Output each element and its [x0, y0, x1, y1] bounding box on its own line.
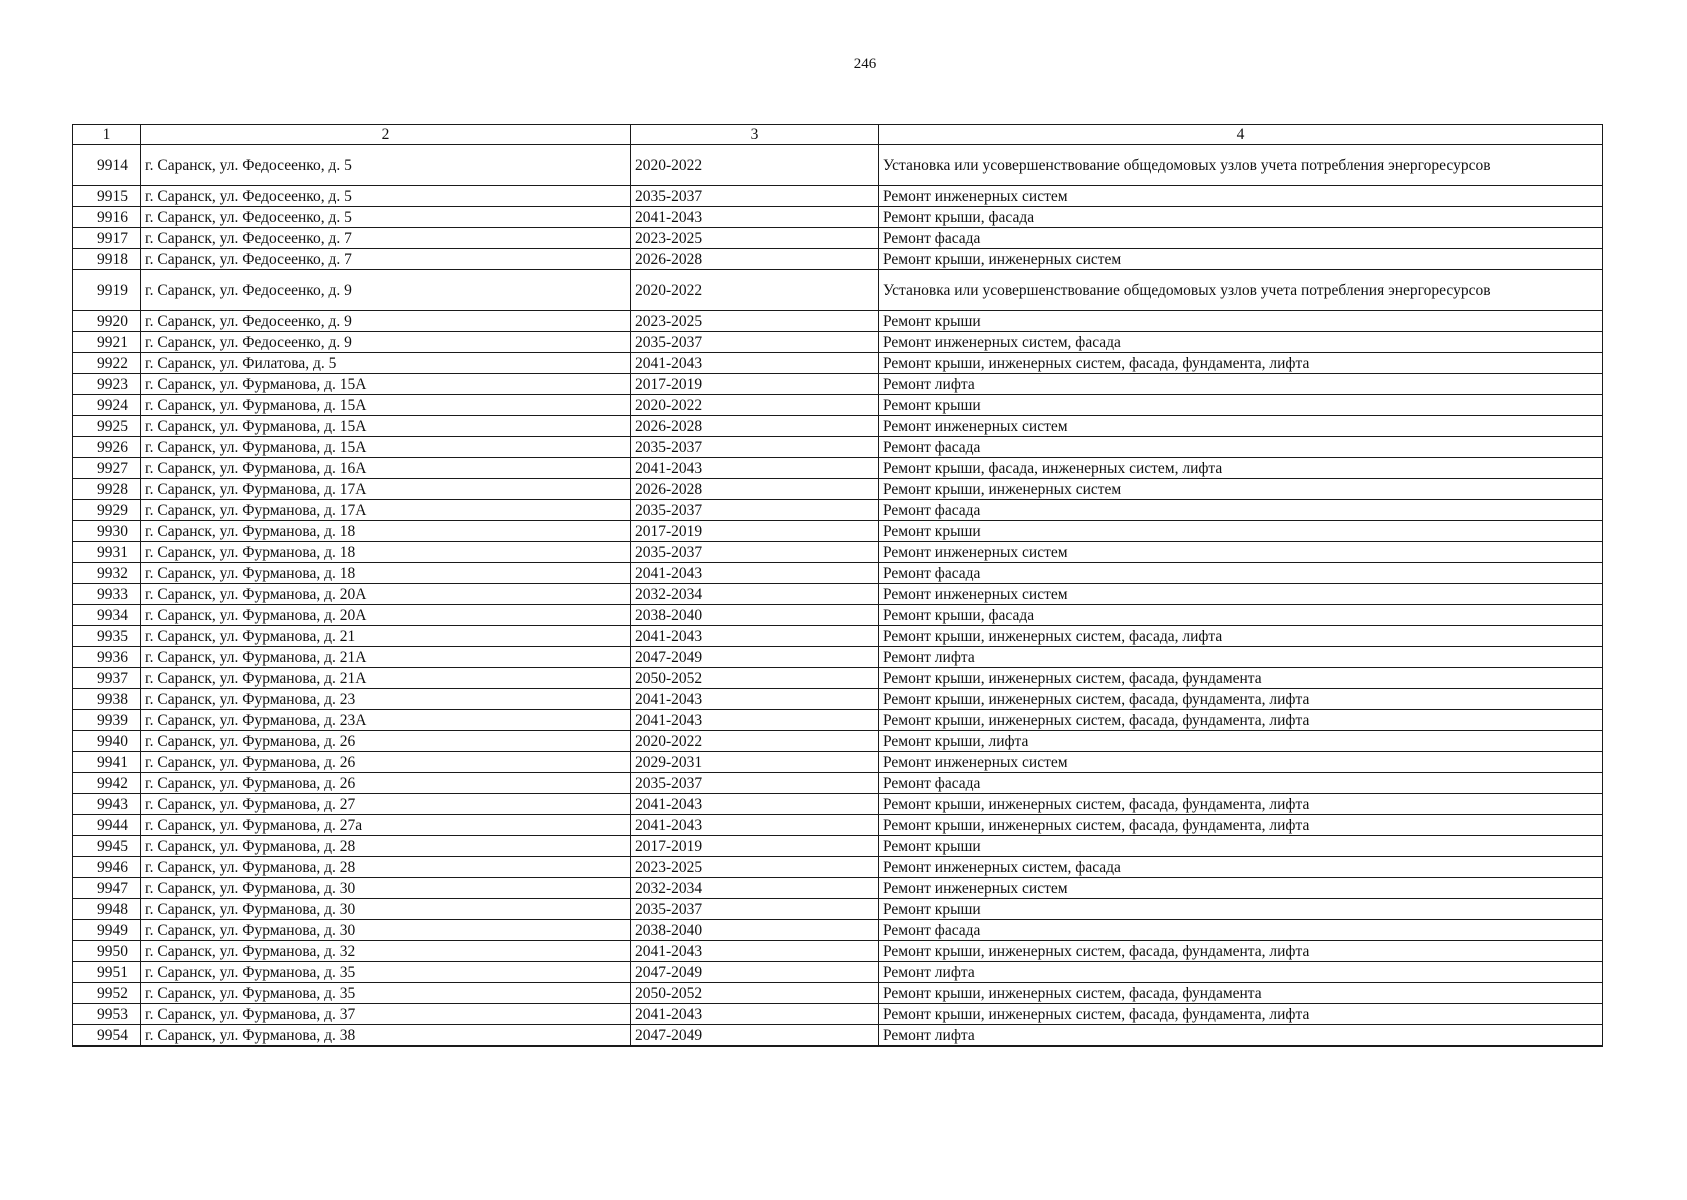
address-cell: г. Саранск, ул. Федосеенко, д. 9 — [141, 270, 631, 311]
table-row — [73, 962, 1603, 983]
table-row — [73, 857, 1603, 878]
work-type-cell: Ремонт крыши, инженерных систем, фасада, фундамента, лифта — [879, 1004, 1603, 1025]
work-type-cell: Ремонт крыши, инженерных систем, фасада, фундамента, лифта — [879, 710, 1603, 731]
address-cell: г. Саранск, ул. Фурманова, д. 30 — [141, 920, 631, 941]
row-number-cell: 9920 — [73, 311, 141, 332]
work-type-cell: Ремонт крыши, инженерных систем, фасада, фундамента — [879, 668, 1603, 689]
table-row — [73, 270, 1603, 311]
table-row — [73, 920, 1603, 941]
work-type-cell: Ремонт фасада — [879, 228, 1603, 249]
work-type-cell: Ремонт крыши, инженерных систем — [879, 249, 1603, 270]
row-number-cell: 9950 — [73, 941, 141, 962]
address-cell: г. Саранск, ул. Фурманова, д. 15А — [141, 416, 631, 437]
column-header: 3 — [631, 125, 879, 145]
address-cell: г. Саранск, ул. Фурманова, д. 23А — [141, 710, 631, 731]
work-type-cell: Ремонт инженерных систем, фасада — [879, 332, 1603, 353]
table-row — [73, 794, 1603, 815]
work-type-cell: Ремонт инженерных систем — [879, 584, 1603, 605]
table-row — [73, 542, 1603, 563]
table-row — [73, 1025, 1603, 1047]
row-number-cell: 9945 — [73, 836, 141, 857]
period-cell: 2020-2022 — [631, 145, 879, 186]
work-type-cell: Ремонт крыши, инженерных систем, фасада, фундамента, лифта — [879, 794, 1603, 815]
address-cell: г. Саранск, ул. Фурманова, д. 18 — [141, 542, 631, 563]
table-row — [73, 605, 1603, 626]
address-cell: г. Саранск, ул. Фурманова, д. 26 — [141, 752, 631, 773]
address-cell: г. Саранск, ул. Федосеенко, д. 5 — [141, 145, 631, 186]
work-type-cell: Ремонт инженерных систем — [879, 878, 1603, 899]
work-type-cell: Ремонт крыши, инженерных систем, фасада, лифта — [879, 626, 1603, 647]
period-cell: 2050-2052 — [631, 668, 879, 689]
page-number: 246 — [853, 56, 877, 72]
period-cell: 2032-2034 — [631, 584, 879, 605]
table-row — [73, 311, 1603, 332]
row-number-cell: 9919 — [73, 270, 141, 311]
address-cell: г. Саранск, ул. Фурманова, д. 37 — [141, 1004, 631, 1025]
work-type-cell: Ремонт крыши, фасада, инженерных систем, лифта — [879, 458, 1603, 479]
period-cell: 2047-2049 — [631, 647, 879, 668]
period-cell: 2035-2037 — [631, 500, 879, 521]
period-cell: 2026-2028 — [631, 249, 879, 270]
address-cell: г. Саранск, ул. Фурманова, д. 15А — [141, 395, 631, 416]
work-type-cell: Ремонт инженерных систем, фасада — [879, 857, 1603, 878]
table-header-row — [73, 125, 1603, 145]
row-number-cell: 9930 — [73, 521, 141, 542]
table-row — [73, 374, 1603, 395]
row-number-cell: 9915 — [73, 186, 141, 207]
column-header: 2 — [141, 125, 631, 145]
row-number-cell: 9935 — [73, 626, 141, 647]
work-type-cell: Установка или усовершенствование общедомовых узлов учета потребления энергоресурсов — [879, 270, 1603, 311]
work-type-cell: Ремонт фасада — [879, 563, 1603, 584]
period-cell: 2041-2043 — [631, 207, 879, 228]
table-row — [73, 899, 1603, 920]
period-cell: 2047-2049 — [631, 962, 879, 983]
table-row — [73, 228, 1603, 249]
work-type-cell: Ремонт крыши — [879, 311, 1603, 332]
period-cell: 2017-2019 — [631, 521, 879, 542]
period-cell: 2035-2037 — [631, 542, 879, 563]
address-cell: г. Саранск, ул. Фурманова, д. 16А — [141, 458, 631, 479]
table-row — [73, 941, 1603, 962]
work-type-cell: Ремонт инженерных систем — [879, 416, 1603, 437]
period-cell: 2026-2028 — [631, 416, 879, 437]
table-row — [73, 563, 1603, 584]
row-number-cell: 9924 — [73, 395, 141, 416]
address-cell: г. Саранск, ул. Фурманова, д. 27 — [141, 794, 631, 815]
period-cell: 2026-2028 — [631, 479, 879, 500]
table-row — [73, 773, 1603, 794]
period-cell: 2041-2043 — [631, 1004, 879, 1025]
work-type-cell: Ремонт фасада — [879, 500, 1603, 521]
work-type-cell: Ремонт фасада — [879, 920, 1603, 941]
address-cell: г. Саранск, ул. Фурманова, д. 28 — [141, 857, 631, 878]
address-cell: г. Саранск, ул. Федосеенко, д. 5 — [141, 186, 631, 207]
row-number-cell: 9921 — [73, 332, 141, 353]
period-cell: 2041-2043 — [631, 941, 879, 962]
table-row — [73, 458, 1603, 479]
row-number-cell: 9932 — [73, 563, 141, 584]
work-type-cell: Ремонт крыши — [879, 836, 1603, 857]
period-cell: 2041-2043 — [631, 689, 879, 710]
table-row — [73, 731, 1603, 752]
row-number-cell: 9942 — [73, 773, 141, 794]
work-type-cell: Установка или усовершенствование общедомовых узлов учета потребления энергоресурсов — [879, 145, 1603, 186]
row-number-cell: 9925 — [73, 416, 141, 437]
address-cell: г. Саранск, ул. Филатова, д. 5 — [141, 353, 631, 374]
work-type-cell: Ремонт лифта — [879, 374, 1603, 395]
address-cell: г. Саранск, ул. Фурманова, д. 18 — [141, 563, 631, 584]
row-number-cell: 9917 — [73, 228, 141, 249]
table-row — [73, 752, 1603, 773]
period-cell: 2023-2025 — [631, 228, 879, 249]
work-type-cell: Ремонт фасада — [879, 437, 1603, 458]
row-number-cell: 9944 — [73, 815, 141, 836]
address-cell: г. Саранск, ул. Фурманова, д. 30 — [141, 899, 631, 920]
work-type-cell: Ремонт крыши — [879, 395, 1603, 416]
work-type-cell: Ремонт крыши — [879, 899, 1603, 920]
work-type-cell: Ремонт крыши, инженерных систем, фасада, фундамента — [879, 983, 1603, 1004]
work-type-cell: Ремонт фасада — [879, 773, 1603, 794]
table-row — [73, 249, 1603, 270]
table-body — [73, 125, 1603, 1047]
work-type-cell: Ремонт крыши, инженерных систем, фасада, фундамента, лифта — [879, 689, 1603, 710]
row-number-cell: 9952 — [73, 983, 141, 1004]
address-cell: г. Саранск, ул. Фурманова, д. 28 — [141, 836, 631, 857]
address-cell: г. Саранск, ул. Фурманова, д. 35 — [141, 983, 631, 1004]
address-cell: г. Саранск, ул. Фурманова, д. 35 — [141, 962, 631, 983]
row-number-cell: 9936 — [73, 647, 141, 668]
column-header: 1 — [73, 125, 141, 145]
address-cell: г. Саранск, ул. Федосеенко, д. 9 — [141, 332, 631, 353]
row-number-cell: 9951 — [73, 962, 141, 983]
period-cell: 2041-2043 — [631, 458, 879, 479]
address-cell: г. Саранск, ул. Фурманова, д. 27а — [141, 815, 631, 836]
period-cell: 2023-2025 — [631, 311, 879, 332]
address-cell: г. Саранск, ул. Фурманова, д. 20А — [141, 605, 631, 626]
row-number-cell: 9939 — [73, 710, 141, 731]
row-number-cell: 9914 — [73, 145, 141, 186]
work-type-cell: Ремонт крыши, инженерных систем — [879, 479, 1603, 500]
period-cell: 2020-2022 — [631, 395, 879, 416]
row-number-cell: 9928 — [73, 479, 141, 500]
row-number-cell: 9929 — [73, 500, 141, 521]
work-type-cell: Ремонт крыши, инженерных систем, фасада, фундамента, лифта — [879, 353, 1603, 374]
work-type-cell: Ремонт инженерных систем — [879, 542, 1603, 563]
period-cell: 2041-2043 — [631, 710, 879, 731]
period-cell: 2020-2022 — [631, 731, 879, 752]
work-type-cell: Ремонт крыши — [879, 521, 1603, 542]
table-row — [73, 878, 1603, 899]
period-cell: 2041-2043 — [631, 353, 879, 374]
period-cell: 2035-2037 — [631, 773, 879, 794]
row-number-cell: 9926 — [73, 437, 141, 458]
period-cell: 2032-2034 — [631, 878, 879, 899]
period-cell: 2020-2022 — [631, 270, 879, 311]
table-row — [73, 1004, 1603, 1025]
work-type-cell: Ремонт лифта — [879, 1025, 1603, 1047]
table-row — [73, 437, 1603, 458]
registry-table — [72, 124, 1603, 1047]
address-cell: г. Саранск, ул. Фурманова, д. 15А — [141, 437, 631, 458]
row-number-cell: 9948 — [73, 899, 141, 920]
work-type-cell: Ремонт крыши, фасада — [879, 207, 1603, 228]
work-type-cell: Ремонт крыши, инженерных систем, фасада, фундамента, лифта — [879, 815, 1603, 836]
work-type-cell: Ремонт крыши, лифта — [879, 731, 1603, 752]
period-cell: 2038-2040 — [631, 920, 879, 941]
row-number-cell: 9931 — [73, 542, 141, 563]
table-row — [73, 584, 1603, 605]
address-cell: г. Саранск, ул. Фурманова, д. 21А — [141, 668, 631, 689]
table-row — [73, 983, 1603, 1004]
work-type-cell: Ремонт лифта — [879, 647, 1603, 668]
table-row — [73, 521, 1603, 542]
address-cell: г. Саранск, ул. Федосеенко, д. 9 — [141, 311, 631, 332]
period-cell: 2035-2037 — [631, 186, 879, 207]
row-number-cell: 9954 — [73, 1025, 141, 1047]
row-number-cell: 9943 — [73, 794, 141, 815]
period-cell: 2041-2043 — [631, 815, 879, 836]
period-cell: 2023-2025 — [631, 857, 879, 878]
period-cell: 2029-2031 — [631, 752, 879, 773]
table-row — [73, 145, 1603, 186]
row-number-cell: 9923 — [73, 374, 141, 395]
table-row — [73, 668, 1603, 689]
table-row — [73, 836, 1603, 857]
work-type-cell: Ремонт инженерных систем — [879, 186, 1603, 207]
address-cell: г. Саранск, ул. Федосеенко, д. 5 — [141, 207, 631, 228]
row-number-cell: 9937 — [73, 668, 141, 689]
address-cell: г. Саранск, ул. Федосеенко, д. 7 — [141, 228, 631, 249]
address-cell: г. Саранск, ул. Фурманова, д. 15А — [141, 374, 631, 395]
row-number-cell: 9949 — [73, 920, 141, 941]
address-cell: г. Саранск, ул. Фурманова, д. 26 — [141, 731, 631, 752]
work-type-cell: Ремонт крыши, инженерных систем, фасада, фундамента, лифта — [879, 941, 1603, 962]
address-cell: г. Саранск, ул. Фурманова, д. 21А — [141, 647, 631, 668]
period-cell: 2050-2052 — [631, 983, 879, 1004]
address-cell: г. Саранск, ул. Фурманова, д. 17А — [141, 479, 631, 500]
table-row — [73, 479, 1603, 500]
work-type-cell: Ремонт лифта — [879, 962, 1603, 983]
row-number-cell: 9938 — [73, 689, 141, 710]
address-cell: г. Саранск, ул. Фурманова, д. 32 — [141, 941, 631, 962]
address-cell: г. Саранск, ул. Фурманова, д. 30 — [141, 878, 631, 899]
period-cell: 2035-2037 — [631, 899, 879, 920]
table-row — [73, 353, 1603, 374]
period-cell: 2035-2037 — [631, 332, 879, 353]
row-number-cell: 9934 — [73, 605, 141, 626]
table-row — [73, 689, 1603, 710]
period-cell: 2047-2049 — [631, 1025, 879, 1047]
address-cell: г. Саранск, ул. Фурманова, д. 26 — [141, 773, 631, 794]
row-number-cell: 9941 — [73, 752, 141, 773]
table-row — [73, 186, 1603, 207]
table-row — [73, 416, 1603, 437]
row-number-cell: 9946 — [73, 857, 141, 878]
work-type-cell: Ремонт инженерных систем — [879, 752, 1603, 773]
table-row — [73, 332, 1603, 353]
address-cell: г. Саранск, ул. Фурманова, д. 23 — [141, 689, 631, 710]
table-row — [73, 647, 1603, 668]
row-number-cell: 9953 — [73, 1004, 141, 1025]
address-cell: г. Саранск, ул. Фурманова, д. 17А — [141, 500, 631, 521]
column-header: 4 — [879, 125, 1603, 145]
period-cell: 2041-2043 — [631, 794, 879, 815]
table-row — [73, 626, 1603, 647]
row-number-cell: 9927 — [73, 458, 141, 479]
address-cell: г. Саранск, ул. Фурманова, д. 21 — [141, 626, 631, 647]
table-row — [73, 500, 1603, 521]
table-row — [73, 207, 1603, 228]
row-number-cell: 9947 — [73, 878, 141, 899]
row-number-cell: 9916 — [73, 207, 141, 228]
address-cell: г. Саранск, ул. Фурманова, д. 38 — [141, 1025, 631, 1047]
work-type-cell: Ремонт крыши, фасада — [879, 605, 1603, 626]
period-cell: 2017-2019 — [631, 374, 879, 395]
row-number-cell: 9922 — [73, 353, 141, 374]
table-row — [73, 395, 1603, 416]
table-row — [73, 710, 1603, 731]
period-cell: 2038-2040 — [631, 605, 879, 626]
period-cell: 2035-2037 — [631, 437, 879, 458]
row-number-cell: 9918 — [73, 249, 141, 270]
period-cell: 2017-2019 — [631, 836, 879, 857]
address-cell: г. Саранск, ул. Федосеенко, д. 7 — [141, 249, 631, 270]
period-cell: 2041-2043 — [631, 563, 879, 584]
row-number-cell: 9933 — [73, 584, 141, 605]
address-cell: г. Саранск, ул. Фурманова, д. 20А — [141, 584, 631, 605]
period-cell: 2041-2043 — [631, 626, 879, 647]
address-cell: г. Саранск, ул. Фурманова, д. 18 — [141, 521, 631, 542]
row-number-cell: 9940 — [73, 731, 141, 752]
table-row — [73, 815, 1603, 836]
